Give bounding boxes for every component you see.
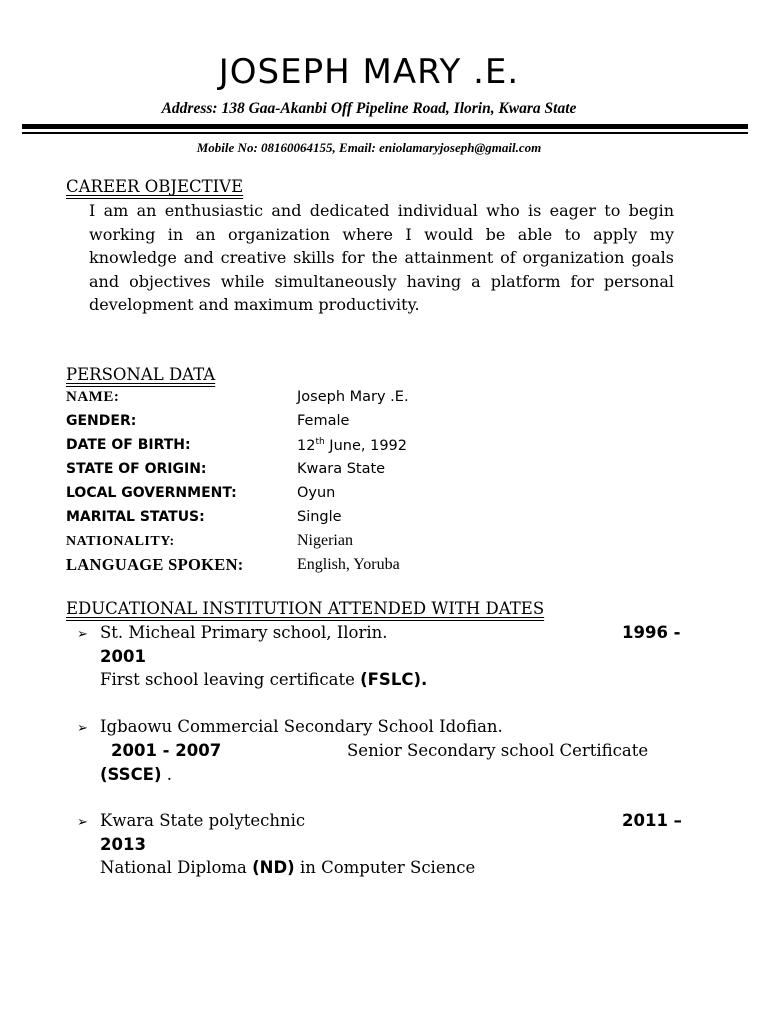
edu-cert-1: First school leaving certificate (FSLC). xyxy=(100,670,428,689)
bullet-arrow-icon: ➢ xyxy=(77,815,88,830)
pd-value-state: Kwara State xyxy=(297,461,386,477)
bullet-arrow-icon: ➢ xyxy=(77,721,88,736)
career-objective-heading: CAREER OBJECTIVE xyxy=(66,177,244,196)
edu-date-start-1: 1996 - xyxy=(622,623,681,642)
address-line: Address: 138 Gaa-Akanbi Off Pipeline Road, Ilorin, Kwara State xyxy=(161,100,577,117)
pd-label-nationality: NATIONALITY: xyxy=(66,534,175,549)
edu-school-3: Kwara State polytechnic xyxy=(100,811,306,830)
edu-cert-2: Senior Secondary school Certificate xyxy=(347,741,649,760)
pd-label-lga: LOCAL GOVERNMENT: xyxy=(66,485,237,501)
bullet-arrow-icon: ➢ xyxy=(77,627,88,642)
pd-value-marital: Single xyxy=(297,509,342,525)
pd-value-dob: 12th June, 1992 xyxy=(297,437,407,454)
pd-label-language: LANGUAGE SPOKEN: xyxy=(66,555,244,574)
pd-label-gender: GENDER: xyxy=(66,413,137,429)
pd-value-name: Joseph Mary .E. xyxy=(297,389,409,405)
edu-cert-3: National Diploma (ND) in Computer Science xyxy=(100,858,476,877)
edu-date-start-3: 2011 – xyxy=(622,811,682,830)
edu-date-end-1: 2001 xyxy=(100,647,146,666)
contact-line: Mobile No: 08160064155, Email: eniolamaryjoseph@gmail.com xyxy=(196,140,542,155)
pd-label-marital: MARITAL STATUS: xyxy=(66,509,205,525)
pd-label-dob: DATE OF BIRTH: xyxy=(66,437,191,453)
career-objective-text: I am an enthusiastic and dedicated individual who is eager to begin working in an organization where I would be able to apply my knowledge and creative skills for the attainment of organization goals and objectives while simultaneously having a platform for personal development and maximum productivity. xyxy=(89,201,674,315)
personal-data-heading: PERSONAL DATA xyxy=(66,365,216,384)
edu-school-2: Igbaowu Commercial Secondary School Idofian. xyxy=(100,717,503,736)
header-rule-thick xyxy=(22,124,748,129)
resume-name: JOSEPH MARY .E. xyxy=(218,52,520,92)
pd-value-lga: Oyun xyxy=(297,485,336,501)
education-heading: EDUCATIONAL INSTITUTION ATTENDED WITH DATES xyxy=(66,599,545,618)
edu-cert-abbr-2: (SSCE) . xyxy=(100,765,172,784)
pd-label-name: NAME: xyxy=(66,389,120,405)
header-rule-thin xyxy=(22,132,748,134)
pd-value-gender: Female xyxy=(297,413,350,429)
edu-dates-2: 2001 - 2007 xyxy=(111,741,222,760)
edu-date-end-3: 2013 xyxy=(100,835,146,854)
pd-value-language: English, Yoruba xyxy=(297,556,400,573)
pd-label-state: STATE OF ORIGIN: xyxy=(66,461,207,477)
pd-value-nationality: Nigerian xyxy=(297,532,353,549)
edu-school-1: St. Micheal Primary school, Ilorin. xyxy=(100,623,388,642)
